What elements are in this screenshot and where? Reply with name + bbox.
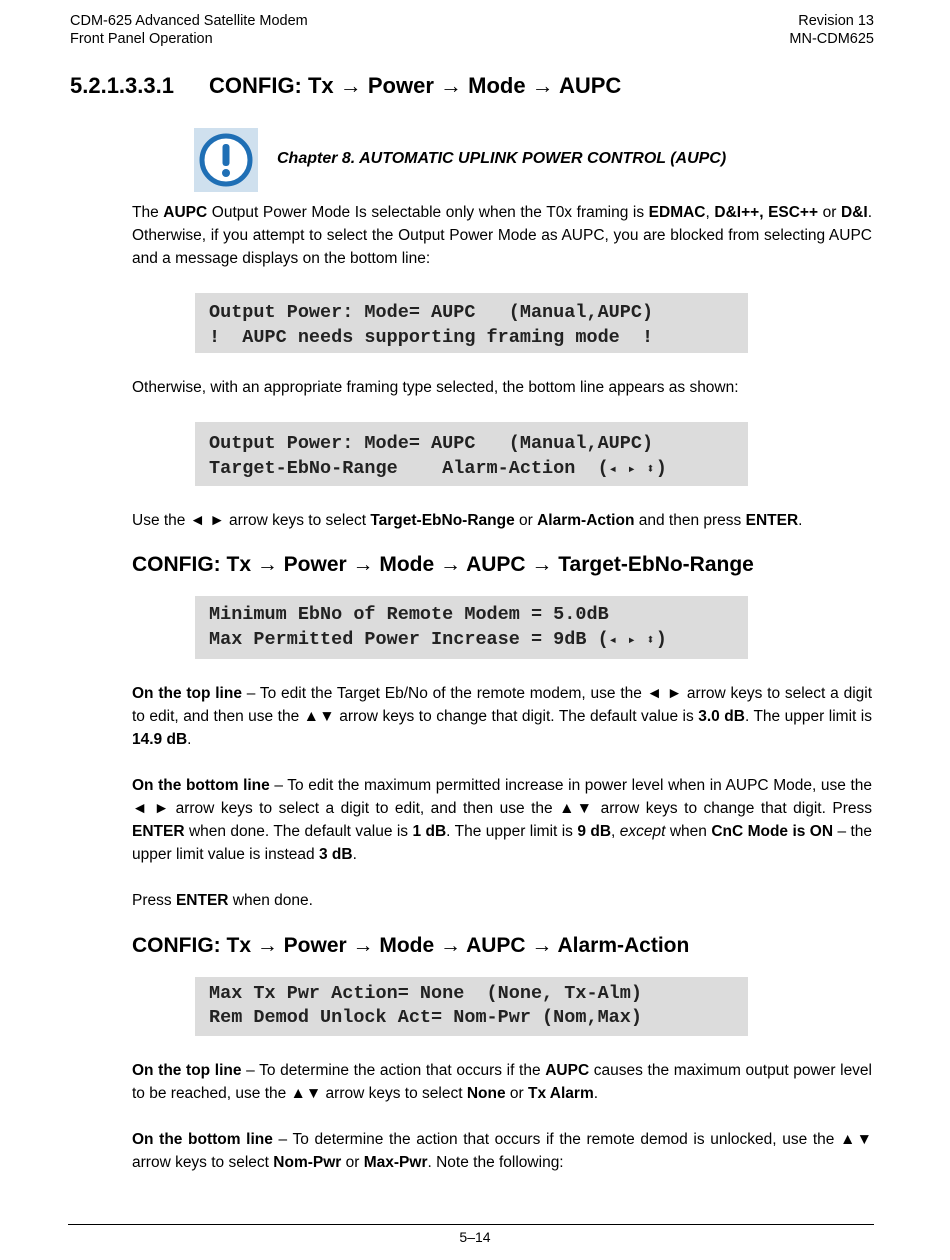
lcd-line-2: Max Permitted Power Increase = 9dB (◂ ▸ ⬍) [209, 629, 667, 650]
section-heading [70, 73, 621, 99]
page-header-left [70, 12, 308, 48]
lcd-line-1: Output Power: Mode= AUPC (Manual,AUPC) [209, 302, 654, 323]
arrow-keys-icon: ◂ ▸ ⬍ [608, 462, 656, 478]
lcd-display-target-ebno [195, 596, 748, 659]
paragraph-select-option: Use the ◄ ► arrow keys to select Target-EbNo-Range or Alarm-Action and then press ENTER. [132, 512, 803, 529]
subheading-target-ebno: CONFIG: Tx → Power → Mode → AUPC → Target-EbNo-Range [132, 553, 754, 576]
paragraph-aupc-intro: The AUPC Output Power Mode Is selectable only when the T0x framing is EDMAC, D&I++, ESC++ or D&I. Otherwise, if you attempt to select the Output Power Mode as AUPC, you are blocked from selecting AUPC and a message displays on the bottom line: [132, 204, 872, 267]
exclamation-circle-icon [194, 128, 258, 192]
lcd-line-2: ! AUPC needs supporting framing mode ! [209, 327, 654, 348]
paragraph-bottom-line-demod: On the bottom line – To determine the action that occurs if the remote demod is unlocked, use the ▲▼ arrow keys to select Nom-Pwr or Max-Pwr. Note the following: [132, 1131, 872, 1171]
section-number: 5.2.1.3.3.1 [70, 73, 174, 98]
lcd-line-1: Output Power: Mode= AUPC (Manual,AUPC) [209, 433, 654, 454]
lcd-display-aupc-menu [195, 422, 748, 486]
left-right-arrows-icon: ◄ ► [189, 512, 225, 529]
paragraph-bottom-line-power: On the bottom line – To edit the maximum permitted increase in power level when in AUPC Mode, use the ◄ ► arrow keys to select a digit to edit, and then use the ▲▼ arrow keys to change that digit. Press ENTER when done. The default value is 1 dB. The upper limit is 9 dB, except when CnC Mode is ON – the upper limit value is instead 3 dB. [132, 777, 873, 863]
revision-label: Revision 13 [798, 13, 874, 29]
lcd-display-error [195, 293, 748, 353]
document-number: MN-CDM625 [789, 31, 874, 47]
note-reference: Chapter 8. AUTOMATIC UPLINK POWER CONTROL (AUPC) [277, 150, 727, 167]
page-header-right [789, 12, 874, 48]
lcd-display-alarm-action [195, 977, 748, 1036]
paragraph-top-line-ebno: On the top line – To edit the Target Eb/No of the remote modem, use the ◄ ► arrow keys to select a digit to edit, and then use the ▲▼ arrow keys to change that digit. The default value is 3.0 dB. The upper limit is 14.9 dB. [132, 685, 873, 748]
arrow-keys-icon: ◂ ▸ ⬍ [608, 633, 656, 649]
lcd-line-1: Minimum EbNo of Remote Modem = 5.0dB [209, 604, 609, 625]
paragraph-press-enter: Press ENTER when done. [132, 892, 313, 909]
document-subtitle: Front Panel Operation [70, 31, 213, 47]
section-title: CONFIG: Tx → Power → Mode → AUPC [209, 73, 622, 98]
footer-divider [68, 1224, 874, 1225]
lcd-line-2: Target-EbNo-Range Alarm-Action (◂ ▸ ⬍) [209, 458, 667, 479]
document-title: CDM-625 Advanced Satellite Modem [70, 13, 308, 29]
subheading-alarm-action: CONFIG: Tx → Power → Mode → AUPC → Alarm-Action [132, 934, 690, 957]
page-number: 5–14 [459, 1229, 491, 1245]
lcd-line-2: Rem Demod Unlock Act= Nom-Pwr (Nom,Max) [209, 1007, 642, 1028]
lcd-line-1: Max Tx Pwr Action= None (None, Tx-Alm) [209, 983, 642, 1004]
paragraph-top-line-alarm: On the top line – To determine the action that occurs if the AUPC causes the maximum output power level to be reached, use the ▲▼ arrow keys to select None or Tx Alarm. [132, 1062, 872, 1102]
paragraph-bottom-line: Otherwise, with an appropriate framing type selected, the bottom line appears as shown: [132, 379, 739, 396]
